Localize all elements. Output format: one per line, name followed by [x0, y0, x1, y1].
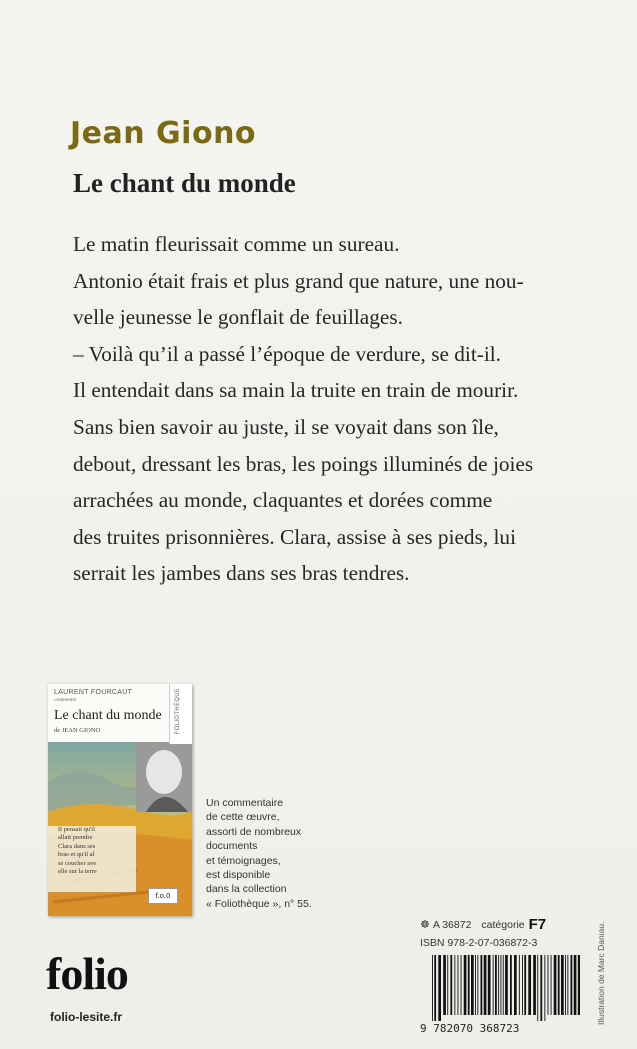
- barcode: [430, 955, 580, 1021]
- promo-line: « Foliothèque », n° 55.: [206, 897, 312, 910]
- promo-line: dans la collection: [206, 883, 287, 896]
- illustration-credit: Illustration de Marc Daniau.: [596, 921, 606, 1025]
- barcode-bar: [578, 955, 580, 1015]
- excerpt-line: Clara dans ses: [58, 842, 96, 850]
- barcode-bar: [561, 955, 564, 1015]
- promo-line: est disponible: [206, 869, 271, 882]
- barcode-bar: [524, 955, 526, 1015]
- series-spine-label: [169, 684, 192, 744]
- blurb-line: debout, dressant les bras, les poings illuminés de joies: [73, 451, 534, 476]
- barcode-bar: [475, 955, 476, 1015]
- barcode-bar: [443, 955, 446, 1015]
- blurb-line: Sans bien savoir au juste, il se voyait dans son île,: [73, 414, 499, 439]
- excerpt-line: allait prendre: [58, 834, 93, 842]
- barcode-bar: [477, 955, 478, 1015]
- mini-cover-excerpt: [58, 826, 128, 876]
- barcode-bar: [495, 955, 497, 1015]
- barcode-bar: [571, 955, 573, 1015]
- barcode-bar: [450, 955, 452, 1015]
- isbn: ISBN 978-2-07-036872-3: [420, 937, 538, 949]
- barcode-bar: [471, 955, 474, 1015]
- barcode-bar: [484, 955, 487, 1015]
- excerpt-line: elle sur la terre: [58, 868, 97, 876]
- mini-cover-title: Le chant du monde: [54, 708, 162, 723]
- barcode-bar: [468, 955, 470, 1015]
- series-label: FOLIOTHÈQUE: [174, 688, 181, 735]
- publisher-symbol-icon: ☸: [420, 919, 430, 931]
- barcode-bar: [461, 955, 462, 1015]
- blurb-line: – Voilà qu’il a passé l’époque de verdure, se dit-il.: [73, 341, 501, 366]
- publisher-logo: folio: [46, 948, 128, 999]
- barcode-bar: [540, 955, 542, 1021]
- barcode-bar: [447, 955, 448, 1015]
- blurb-line: Il entendait dans sa main la truite en train de mourir.: [73, 378, 519, 403]
- category-value: F7: [528, 916, 547, 933]
- book-title: Le chant du monde: [73, 168, 296, 198]
- promo-line: Un commentaire: [206, 797, 284, 809]
- barcode-bar: [458, 955, 459, 1015]
- blurb-line: arrachées au monde, claquantes et dorées comme: [73, 488, 493, 513]
- barcode-bar: [574, 955, 577, 1015]
- barcode-bar: [505, 955, 508, 1015]
- barcode-bar: [503, 955, 504, 1015]
- author-name: Jean Giono: [70, 116, 257, 151]
- excerpt-line: Il pensait qu'il: [58, 826, 95, 833]
- barcode-bar: [533, 955, 536, 1015]
- blurb-line: Le matin fleurissait comme un sureau.: [73, 232, 400, 256]
- barcode-bar: [544, 955, 545, 1021]
- barcode-bar: [438, 955, 441, 1021]
- barcode-bar: [558, 955, 560, 1015]
- barcode-bar: [493, 955, 494, 1015]
- catalog-reference: [420, 916, 546, 933]
- barcode-bar: [464, 955, 467, 1015]
- barcode-bar: [551, 955, 552, 1015]
- barcode-bar: [454, 955, 455, 1015]
- barcode-bar: [432, 955, 433, 1021]
- mini-cover-author: LAURENT FOURCAUT: [54, 689, 133, 696]
- category-label: catégorie: [481, 919, 525, 931]
- barcode-bar: [434, 955, 436, 1021]
- barcode-bar: [548, 955, 549, 1015]
- promo-line: de cette œuvre,: [206, 811, 280, 824]
- foliotheque-promo-text: [206, 796, 312, 911]
- promo-line: documents: [206, 840, 258, 853]
- barcode-bar: [519, 955, 520, 1015]
- barcode-bar: [567, 955, 568, 1015]
- blurb-line: Antonio était frais et plus grand que nature, une nou-: [73, 268, 524, 293]
- barcode-bar: [488, 955, 491, 1015]
- promo-line: assorti de nombreux: [206, 825, 302, 838]
- barcode-bar: [501, 955, 502, 1015]
- excerpt-line: se coucher ave: [58, 859, 97, 867]
- barcode-bar: [514, 955, 517, 1015]
- barcode-bar: [481, 955, 483, 1015]
- barcode-bar: [537, 955, 538, 1021]
- barcode-bar: [498, 955, 499, 1015]
- mini-cover-note: commente: [54, 697, 77, 703]
- excerpt-line: bras et qu'il al: [58, 851, 95, 859]
- foliotheque-logo: f.o.0: [148, 888, 178, 904]
- publisher-website: folio-lesite.fr: [50, 1010, 123, 1024]
- catalog-code: A 36872: [432, 919, 472, 931]
- barcode-bar: [522, 955, 523, 1015]
- barcode-bar: [554, 955, 557, 1015]
- mini-cover-byline: de JEAN GIONO: [54, 727, 101, 734]
- barcode-bar: [510, 955, 512, 1015]
- foliotheque-cover-thumbnail: [48, 684, 192, 916]
- back-cover-blurb: [73, 226, 571, 592]
- barcode-bar: [528, 955, 531, 1015]
- blurb-line: serrait les jambes dans ses bras tendres.: [73, 561, 410, 586]
- blurb-line: des truites prisonnières. Clara, assise à ses pieds, lui: [73, 524, 517, 549]
- ean-number: 9 782070 368723: [420, 1022, 520, 1035]
- blurb-line: velle jeunesse le gonflait de feuillages.: [73, 305, 403, 330]
- promo-line: et témoignages,: [206, 854, 281, 867]
- barcode-bar: [565, 955, 566, 1015]
